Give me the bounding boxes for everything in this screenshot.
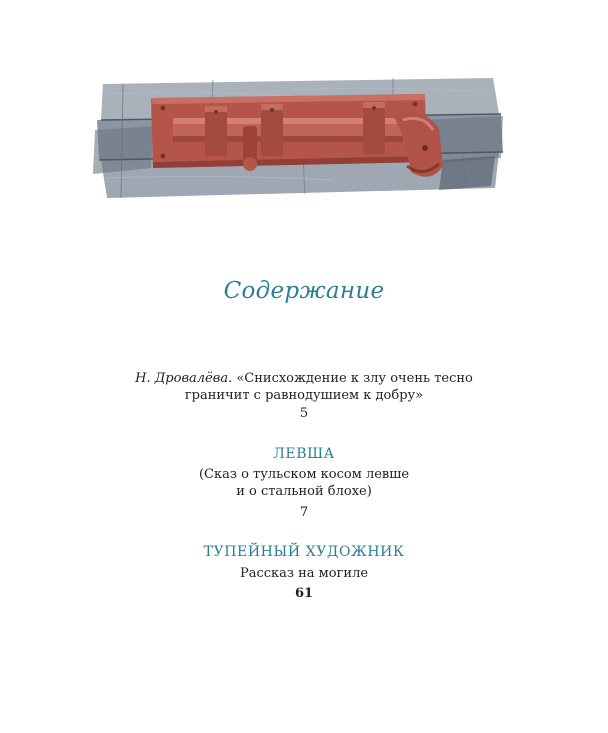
bolt-knob xyxy=(243,126,257,171)
lefty-page-number: 7 xyxy=(299,505,309,520)
lefty-title: ЛЕВША xyxy=(273,446,335,462)
intro-title-line1: «Снисхождение к злу очень тесно xyxy=(236,371,473,386)
toc-title: Содержание xyxy=(223,278,385,304)
lefty-subtitle xyxy=(0,466,608,500)
artist-subtitle: Рассказ на могиле xyxy=(239,566,369,581)
lefty-subtitle-line1: (Сказ о тульском косом левше xyxy=(198,467,410,482)
intro-title-line2: граничит с равнодушием к добру» xyxy=(184,388,424,403)
lefty-subtitle-line2: и о стальной блохе) xyxy=(236,484,372,499)
door-bolt-illustration xyxy=(93,70,505,210)
intro-author: Н. Дровалёва. xyxy=(135,371,233,386)
intro-page-number: 5 xyxy=(299,406,309,421)
artist-title: ТУПЕЙНЫЙ ХУДОЖНИК xyxy=(203,544,405,560)
artist-page-number: 61 xyxy=(294,586,314,601)
toc-entry-intro xyxy=(0,370,608,404)
